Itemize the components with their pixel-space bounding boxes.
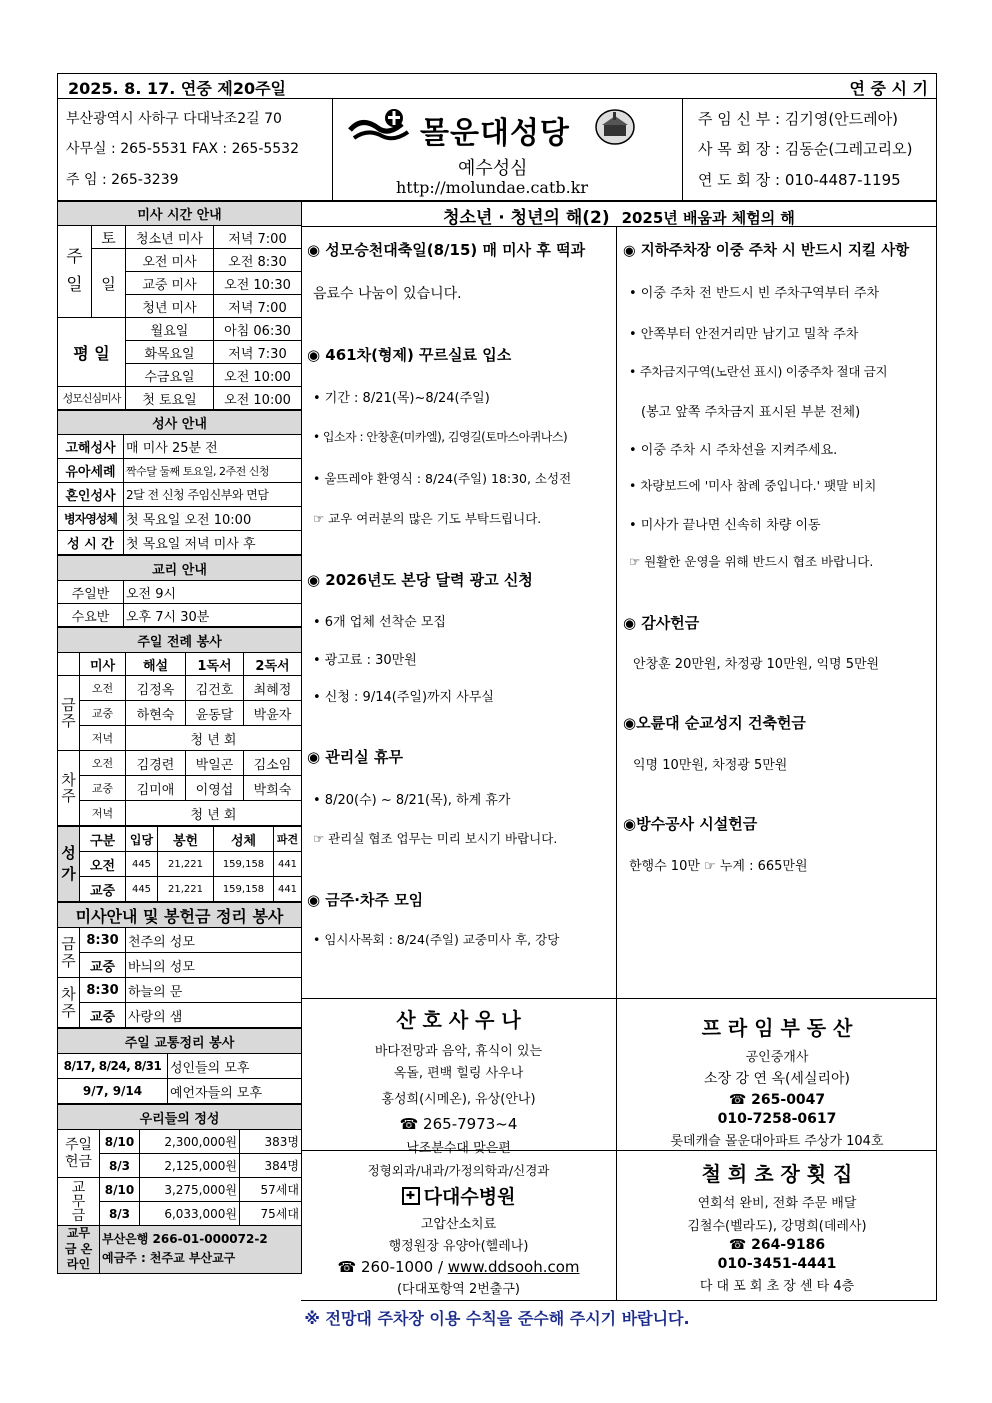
traffic-group: 성인들의 모후 xyxy=(168,1054,302,1079)
restaurant-phone: ☎ 264-9186 xyxy=(728,1237,826,1253)
liturgy-person: 김소임 xyxy=(244,751,302,776)
sauna-location: 낙조분수대 맞은편 xyxy=(406,1141,511,1156)
ad-realty xyxy=(617,999,937,1150)
hymn-number: 441 xyxy=(274,852,302,877)
service-mass: 8:30 xyxy=(80,978,126,1003)
office-phone: 사무실 : 265-5531 FAX : 265-5532 xyxy=(66,141,299,157)
sacrament-info: 매 미사 25분 전 xyxy=(124,435,302,459)
offering-count: 383명 xyxy=(240,1130,302,1154)
notice-text: • 입소자 : 안창훈(미카엘), 김영길(토마스아퀴나스) xyxy=(313,430,568,444)
liturgy-person: 이영섭 xyxy=(186,776,244,801)
left-column xyxy=(57,201,301,1274)
notice-heading: ◉오륜대 순교성지 건축헌금 xyxy=(623,714,806,732)
notice-text: (봉고 앞쪽 주차금지 표시된 부분 전체) xyxy=(641,405,861,420)
sacrament-name: 유아세례 xyxy=(58,459,124,483)
sacrament-info: 2달 전 신청 주임신부와 면담 xyxy=(124,483,302,507)
notice-text: • 미사가 끝나면 신속히 차량 이동 xyxy=(629,518,821,533)
church-name: 몰운대성당 xyxy=(420,116,570,151)
liturgy-person: 박일곤 xyxy=(186,751,244,776)
sacrament-info: 첫 목요일 저녁 미사 후 xyxy=(124,531,302,555)
sauna-desc: 바다전망과 음악, 휴식이 있는 xyxy=(374,1044,543,1059)
ad-restaurant xyxy=(617,1151,937,1301)
choir-label: 성가 xyxy=(58,827,80,902)
service-mass: 교중 xyxy=(80,1003,126,1028)
offering-amount: 6,033,000원 xyxy=(140,1202,240,1226)
sunday-label-1: 주 xyxy=(66,247,83,268)
restaurant-owner: 김철수(벨라도), 강명희(데레사) xyxy=(687,1219,867,1234)
footer-note: ※ 전망대 주차장 이용 수칙을 준수해 주시기 바랍니다. xyxy=(304,1309,690,1328)
hospital-service: 고압산소치료 xyxy=(420,1217,497,1232)
next-week-label: 차주 xyxy=(58,978,80,1028)
notice-heading: ◉ 2026년도 본당 달력 광고 신청 xyxy=(307,571,533,589)
service-mass: 8:30 xyxy=(80,928,126,953)
mary-mass-time: 오전 10:00 xyxy=(214,387,302,410)
weekday-name: 월요일 xyxy=(126,318,214,341)
liturgy-person: 김미애 xyxy=(126,776,186,801)
legion-contact: 연 도 회 장 : 010-4487-1195 xyxy=(698,171,901,189)
weekday-name: 수금요일 xyxy=(126,364,214,387)
sauna-phone: ☎ 265-7973~4 xyxy=(399,1115,518,1133)
realty-mobile: 010-7258-0617 xyxy=(717,1111,837,1127)
offering-amount: 2,300,000원 xyxy=(140,1130,240,1154)
liturgy-head: 2독서 xyxy=(244,653,302,676)
sacrament-table xyxy=(57,410,302,555)
offering-count: 75세대 xyxy=(240,1202,302,1226)
liturgy-table xyxy=(57,627,302,826)
sacrament-name: 성 시 간 xyxy=(58,531,124,555)
liturgy-person: 박윤자 xyxy=(244,701,302,726)
sunday-offering-label: 주일헌금 xyxy=(58,1130,100,1178)
notice-text: • 울뜨레야 환영식 : 8/24(주일) 18:30, 소성전 xyxy=(313,471,572,486)
liturgy-head: 해설 xyxy=(126,653,186,676)
liturgy-person: 윤동달 xyxy=(186,701,244,726)
offering-table xyxy=(57,1104,302,1274)
liturgy-mass: 교중 xyxy=(80,701,126,726)
choir-head: 구분 xyxy=(80,827,126,852)
class-time: 오전 9시 xyxy=(124,581,302,604)
restaurant-desc: 연회석 완비, 전화 주문 배달 xyxy=(697,1196,857,1211)
notice-heading: ◉ 감사헌금 xyxy=(623,614,700,632)
offering-count: 384명 xyxy=(240,1154,302,1178)
catechism-title: 교리 안내 xyxy=(58,556,302,581)
mass-time: 저녁 7:00 xyxy=(214,295,302,318)
sacrament-info: 첫 목요일 오전 10:00 xyxy=(124,507,302,531)
issue-date: 2025. 8. 17. 연중 제20주일 xyxy=(68,79,286,98)
priest-phone: 주 임 : 265-3239 xyxy=(66,172,179,188)
account-holder: 예금주 : 천주교 부산교구 xyxy=(102,1251,236,1266)
realty-owner: 소장 강 연 옥(세실리아) xyxy=(704,1071,850,1087)
restaurant-address: 다 대 포 회 초 장 센 타 4층 xyxy=(699,1279,855,1294)
offering-amount: 3,275,000원 xyxy=(140,1178,240,1202)
liturgy-person: 박희숙 xyxy=(244,776,302,801)
liturgy-head: 1독서 xyxy=(186,653,244,676)
sauna-owner: 홍성희(시메온), 유상(안나) xyxy=(381,1092,536,1107)
notice-heading: ◉ 관리실 휴무 xyxy=(307,748,403,766)
hospital-logo-icon: ✚ xyxy=(402,1187,420,1205)
offering-date: 8/3 xyxy=(100,1154,140,1178)
notice-text: • 광고료 : 30만원 xyxy=(313,653,417,668)
notice-text: • 주차금지구역(노란선 표시) 이중주차 절대 금지 xyxy=(629,364,888,379)
hospital-phone: ☎ 260-1000 xyxy=(337,1258,434,1276)
next-week-label: 차주 xyxy=(58,751,80,826)
church-subtitle: 예수성심 xyxy=(458,158,528,179)
hospital-location: (다대포항역 2번출구) xyxy=(396,1282,520,1297)
liturgy-mass: 저녁 xyxy=(80,801,126,826)
notice-column-3 xyxy=(617,227,937,998)
traffic-dates: 8/17, 8/24, 8/31 xyxy=(58,1054,168,1079)
traffic-table xyxy=(57,1028,302,1104)
notice-text: • 임시사목회 : 8/24(주일) 교중미사 후, 강당 xyxy=(313,932,560,947)
mass-time: 오전 8:30 xyxy=(214,249,302,272)
hymn-number: 441 xyxy=(274,877,302,902)
choir-head: 봉헌 xyxy=(158,827,214,852)
sacrament-name: 병자영성체 xyxy=(58,507,124,531)
this-week-label: 금주 xyxy=(58,928,80,978)
liturgy-person: 하현숙 xyxy=(126,701,186,726)
liturgy-person: 김경련 xyxy=(126,751,186,776)
ad-sauna xyxy=(301,999,616,1156)
realty-type: 공인중개사 xyxy=(745,1050,809,1065)
offering-date: 8/10 xyxy=(100,1130,140,1154)
this-week-label: 금주 xyxy=(58,676,80,751)
notice-text: ☞ 교우 여러분의 많은 기도 부탁드립니다. xyxy=(313,511,542,526)
service-group: 바늬의 성모 xyxy=(126,953,302,978)
hospital-director: 행정원장 유양아(헬레나) xyxy=(388,1239,529,1254)
choir-head: 입당 xyxy=(126,827,158,852)
sunday-sub-label: 일 xyxy=(92,249,126,318)
offering-date: 8/10 xyxy=(100,1178,140,1202)
mass-title: 미사 시간 안내 xyxy=(58,202,302,226)
choir-mass: 오전 xyxy=(80,852,126,877)
notice-text: 한행수 10만 ☞ 누계 : 665만원 xyxy=(629,859,808,874)
church-logo-icon xyxy=(348,106,414,146)
hymn-number: 445 xyxy=(126,877,158,902)
notice-text: • 차량보드에 '미사 참례 중입니다.' 팻말 비치 xyxy=(629,478,877,493)
offering-title: 우리들의 정성 xyxy=(58,1105,302,1130)
liturgy-group: 청 년 회 xyxy=(126,801,302,826)
restaurant-mobile: 010-3451-4441 xyxy=(717,1256,837,1272)
liturgy-person: 최혜정 xyxy=(244,676,302,701)
liturgy-person: 김건호 xyxy=(186,676,244,701)
gyomu-label: 교무금 xyxy=(58,1178,100,1226)
sacrament-info: 짝수달 둘째 토요일, 2주전 신청 xyxy=(124,459,302,483)
liturgy-mass: 저녁 xyxy=(80,726,126,751)
class-time: 오후 7시 30분 xyxy=(124,604,302,627)
class-name: 수요반 xyxy=(58,604,124,627)
liturgy-person: 김정옥 xyxy=(126,676,186,701)
hymn-number: 21,221 xyxy=(158,877,214,902)
notice-text: 안창훈 20만원, 차정광 10만원, 익명 5만원 xyxy=(633,657,880,672)
notice-text: • 6개 업체 선착순 모집 xyxy=(313,615,446,630)
sacrament-name: 고해성사 xyxy=(58,435,124,459)
notice-heading: ◉ 지하주차장 이중 주차 시 반드시 지킬 사항 xyxy=(623,243,910,259)
liturgy-mass: 오전 xyxy=(80,751,126,776)
notice-heading: ◉방수공사 시설헌금 xyxy=(623,815,758,833)
offering-count: 57세대 xyxy=(240,1178,302,1202)
mass-name: 청년 미사 xyxy=(126,295,214,318)
realty-title: 프 라 임 부 동 산 xyxy=(701,1016,853,1040)
choir-head: 성체 xyxy=(214,827,274,852)
pastor-name: 주 임 신 부 : 김기영(안드레아) xyxy=(698,110,898,128)
hospital-name: 다대수병원 xyxy=(423,1186,516,1208)
notice-text: 음료수 나눔이 있습니다. xyxy=(313,286,462,302)
church-building-icon xyxy=(594,108,636,146)
hymn-number: 159,158 xyxy=(214,852,274,877)
church-website[interactable]: http://molundae.catb.kr xyxy=(396,178,589,197)
service-group: 사랑의 샘 xyxy=(126,1003,302,1028)
choir-head: 파견 xyxy=(274,827,302,852)
catechism-table xyxy=(57,555,302,627)
hospital-depts: 정형외과/내과/가정의학과/신경과 xyxy=(367,1163,550,1178)
notice-text: • 기간 : 8/21(목)~8/24(주일) xyxy=(313,391,490,406)
sunday-label-2: 일 xyxy=(66,274,83,295)
offering-amount: 2,125,000원 xyxy=(140,1154,240,1178)
ad-hospital: 정형외과/내과/가정의학과/신경과 ✚ 다대수병원 고압산소치료 행정원장 유양아(헬레나) ☎ 260-1000 / www.ddsooh.com (다대포항역 2번출구) xyxy=(301,1151,616,1301)
liturgy-group: 청 년 회 xyxy=(126,726,302,751)
traffic-group: 예언자들의 모후 xyxy=(168,1079,302,1104)
hymn-number: 445 xyxy=(126,852,158,877)
mass-schedule xyxy=(57,201,302,410)
weekday-name: 화목요일 xyxy=(126,341,214,364)
mary-mass-day: 첫 토요일 xyxy=(126,387,214,410)
sauna-title: 산 호 사 우 나 xyxy=(396,1008,521,1032)
choir-mass: 교중 xyxy=(80,877,126,902)
liturgy-mass: 오전 xyxy=(80,676,126,701)
notice-text: • 안쪽부터 안전거리만 남기고 밀착 주차 xyxy=(629,327,859,342)
service-group: 천주의 성모 xyxy=(126,928,302,953)
weekday-time: 아침 06:30 xyxy=(214,318,302,341)
notice-text: • 이중 주차 시 주차선을 지켜주세요. xyxy=(629,443,838,458)
sacrament-name: 혼인성사 xyxy=(58,483,124,507)
theme-banner xyxy=(301,203,937,228)
council-president: 사 목 회 장 : 김동순(그레고리오) xyxy=(698,140,913,158)
weekday-time: 오전 10:00 xyxy=(214,364,302,387)
offering-date: 8/3 xyxy=(100,1202,140,1226)
header xyxy=(57,73,937,201)
theme-number: (2) xyxy=(582,208,610,228)
notice-heading: ◉ 461차(형제) 꾸르실료 입소 xyxy=(307,346,512,364)
mass-name: 오전 미사 xyxy=(126,249,214,272)
hymn-number: 21,221 xyxy=(158,852,214,877)
sacrament-title: 성사 안내 xyxy=(58,411,302,435)
class-name: 주일반 xyxy=(58,581,124,604)
online-label: 교무금 온라인 xyxy=(58,1226,100,1274)
choir-table xyxy=(57,826,302,902)
restaurant-title: 철 희 초 장 횟 집 xyxy=(701,1162,853,1186)
sauna-desc: 옥돌, 편백 힐링 사우나 xyxy=(393,1066,524,1081)
mass-name: 청소년 미사 xyxy=(126,226,214,249)
money-service-table xyxy=(57,902,302,1028)
notice-text: • 신청 : 9/14(주일)까지 사무실 xyxy=(313,690,494,705)
money-service-title: 미사안내 및 봉헌금 정리 봉사 xyxy=(58,903,302,928)
hospital-url[interactable]: www.ddsooh.com xyxy=(447,1258,580,1276)
traffic-dates: 9/7, 9/14 xyxy=(58,1079,168,1104)
realty-address: 롯데캐슬 몰운대아파트 주상가 104호 xyxy=(670,1134,884,1149)
mass-name: 교중 미사 xyxy=(126,272,214,295)
mary-mass-label: 성모신심미사 xyxy=(58,387,126,410)
mass-time: 오전 10:30 xyxy=(214,272,302,295)
liturgy-mass: 교중 xyxy=(80,776,126,801)
notice-text: • 이중 주차 전 반드시 빈 주차구역부터 주차 xyxy=(629,286,880,301)
church-address: 부산광역시 사하구 다대낙조2길 70 xyxy=(66,111,282,127)
notice-text: 익명 10만원, 차정광 5만원 xyxy=(633,758,788,773)
notice-text: ☞ 관리실 협조 업무는 미리 보시기 바랍니다. xyxy=(313,831,558,846)
mass-time: 저녁 7:00 xyxy=(214,226,302,249)
weekday-label: 평 일 xyxy=(58,318,126,387)
notice-column-2 xyxy=(301,227,616,998)
liturgical-season: 연 중 시 기 xyxy=(849,79,928,98)
saturday-label: 토 xyxy=(92,226,126,249)
theme-sub: 2025년 배움과 체험의 해 xyxy=(621,209,795,227)
service-mass: 교중 xyxy=(80,953,126,978)
liturgy-head: 미사 xyxy=(80,653,126,676)
weekday-time: 저녁 7:30 xyxy=(214,341,302,364)
bank-account: 부산은행 266-01-000072-2 xyxy=(102,1232,268,1247)
traffic-title: 주일 교통정리 봉사 xyxy=(58,1029,302,1054)
notice-text: • 8/20(수) ~ 8/21(목), 하계 휴가 xyxy=(313,793,511,808)
notice-text: ☞ 원활한 운영을 위해 반드시 협조 바랍니다. xyxy=(629,554,874,569)
service-group: 하늘의 문 xyxy=(126,978,302,1003)
theme-main: 청소년 · 청년의 해 xyxy=(443,208,583,228)
realty-phone: ☎ 265-0047 xyxy=(728,1092,826,1108)
liturgy-title: 주일 전례 봉사 xyxy=(58,628,302,653)
hymn-number: 159,158 xyxy=(214,877,274,902)
notice-heading: ◉ 성모승천대축일(8/15) 매 미사 후 떡과 xyxy=(307,241,586,259)
notice-heading: ◉ 금주·차주 모임 xyxy=(307,891,424,909)
